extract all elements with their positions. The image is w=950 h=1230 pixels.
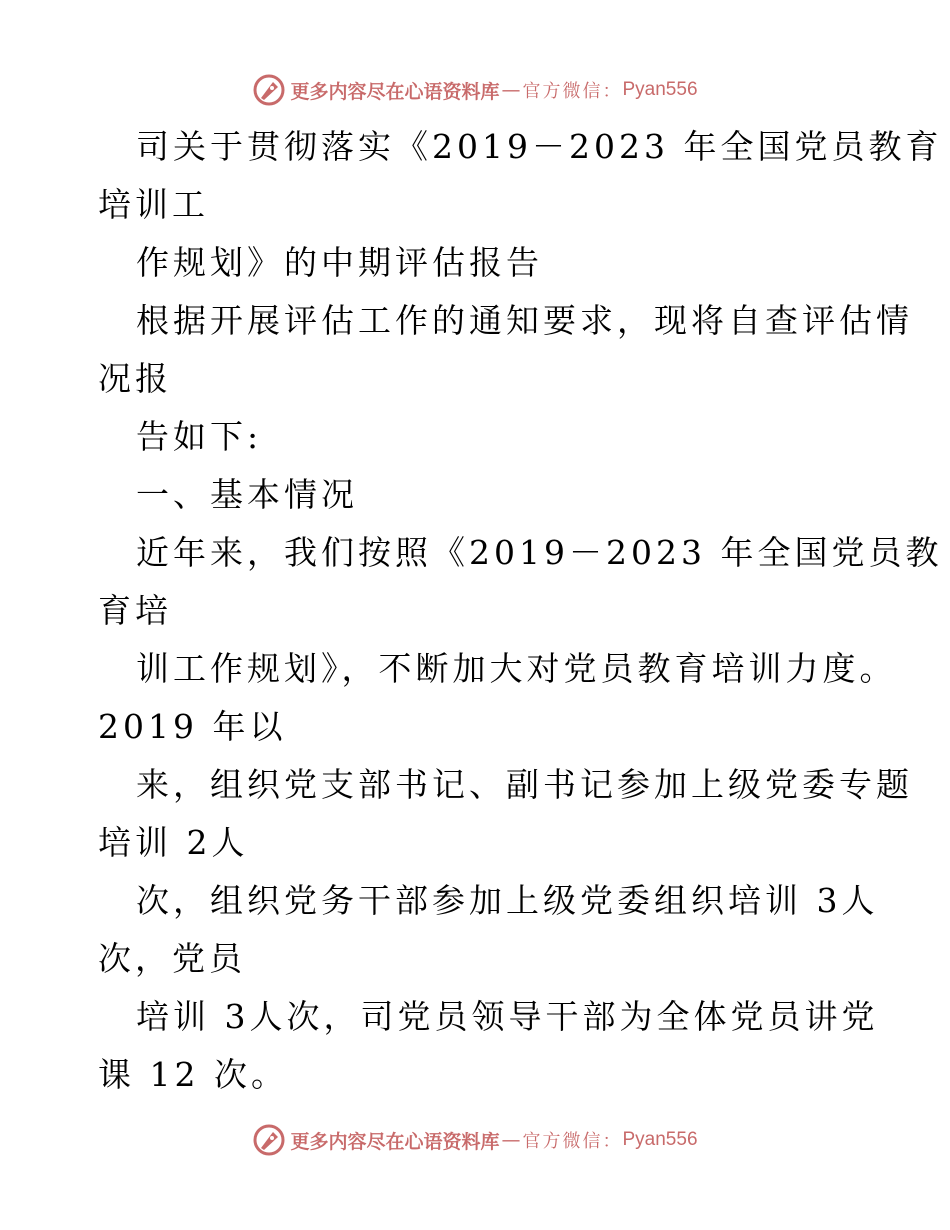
- banner-slogan: 更多内容尽在心语资料库: [290, 1130, 500, 1153]
- text-line: 况报: [98, 359, 172, 398]
- text-line: 根据开展评估工作的通知要求，现将自查评估情: [136, 301, 913, 340]
- text-line: 作规划》的中期评估报告: [136, 243, 543, 282]
- text-line: 培训 3人次，司党员领导干部为全体党员讲党: [136, 997, 879, 1036]
- banner-wechat-label: 官方微信：: [522, 81, 623, 102]
- text-line: 育培: [98, 591, 172, 630]
- header-watermark-banner: [0, 70, 950, 110]
- pen-nib-logo-icon: [252, 1123, 286, 1157]
- text-line: 培训 2人: [98, 823, 249, 862]
- text-line: 一、基本情况: [136, 475, 358, 514]
- banner-wechat-id: Pyan556: [622, 79, 698, 100]
- banner-wechat-label: 官方微信：: [522, 1131, 623, 1152]
- text-line: 告如下:: [136, 417, 263, 456]
- text-line: 来，组织党支部书记、副书记参加上级党委专题: [136, 765, 913, 804]
- text-line: 2019 年以: [98, 707, 287, 746]
- text-line: 次，党员: [98, 939, 246, 978]
- text-line: 训工作规划》，不断加大对党员教育培训力度。: [136, 649, 897, 688]
- footer-watermark-banner: [0, 1120, 950, 1160]
- text-line: 司关于贯彻落实《2019－2023 年全国党员教育: [136, 127, 943, 166]
- banner-wechat-id: Pyan556: [622, 1129, 698, 1150]
- banner-separator: —: [501, 1129, 521, 1151]
- document-body: [98, 118, 943, 1104]
- text-line: 次，组织党务干部参加上级党委组织培训 3人: [136, 881, 879, 920]
- text-line: 课 12 次。: [98, 1055, 288, 1094]
- text-line: 近年来，我们按照《2019－2023 年全国党员教: [136, 533, 943, 572]
- banner-slogan: 更多内容尽在心语资料库: [290, 80, 500, 103]
- banner-separator: —: [501, 79, 521, 101]
- text-line: 培训工: [98, 185, 209, 224]
- pen-nib-logo-icon: [252, 73, 286, 107]
